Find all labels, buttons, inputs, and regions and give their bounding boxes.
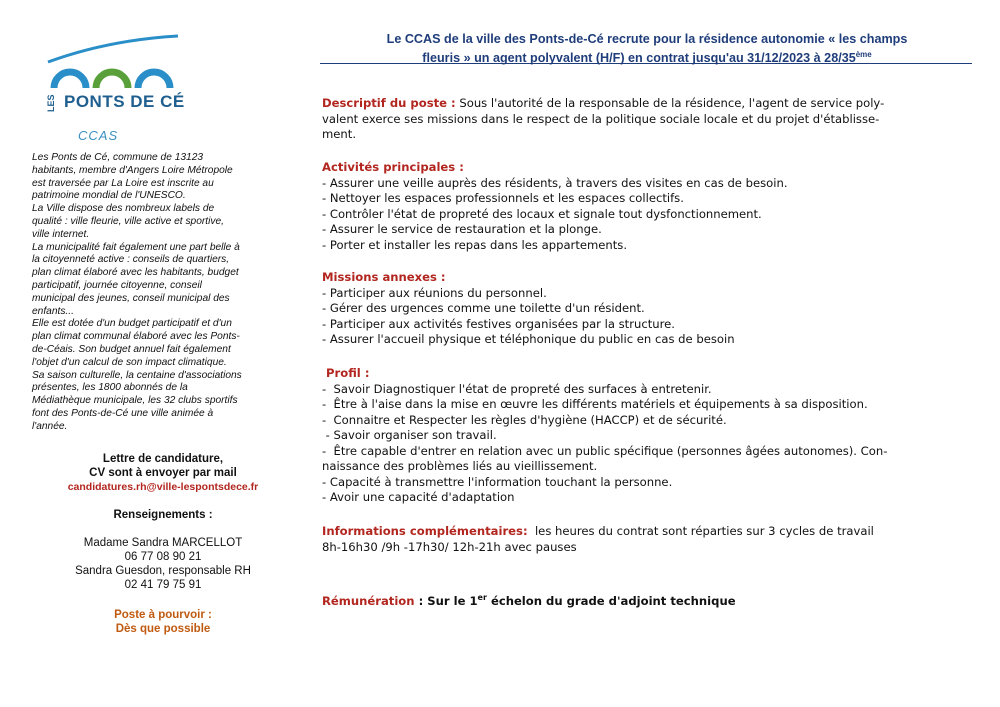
intro-text: Les Ponts de Cé, commune de 13123 habitants, membre d'Angers Loire Métropole est traversée par La Loire est inscrite au patrimoine mondial de l'UNESCO. La Ville dispose des nombreux labels de qualité : ville fleurie, ville active et sportive, ville internet. La municipalité fait également une part belle à la citoyenneté active : conseils de quartiers, plan climat élaboré avec les habitants, budget participatif, journée citoyenne, conseil municipal des jeunes, conseil municipal des enfants... Elle est dotée d'un budget participatif et d'un plan climat communal élaboré avec les Ponts- de-Céais. Son budget annuel fait également l'objet d'un calcul de son impact climatique. Sa saison culturelle, la centaine d'associations présentes, les 1800 abonnés de la Médiathèque municipale, les 32 clubs sportifs font des Ponts-de-Cé une ville animée à l'année.: [32, 152, 242, 432]
title-line2: fleuris » un agent polyvalent (H/F) en contrat jusqu'au 31/12/2023 à 28/35: [422, 51, 856, 66]
info-block: [32, 508, 294, 592]
title-divider: [320, 63, 972, 64]
contact2-name: Sandra Guesdon, responsable RH: [75, 565, 251, 577]
complementaires-text-2: 8h-16h30 /9h -17h30/ 12h-21h avec pauses: [322, 539, 577, 554]
logo-name-text: PONTS DE CÉ: [64, 92, 185, 111]
application-email[interactable]: candidatures.rh@ville-lespontsdece.fr: [67, 481, 259, 493]
application-line1: Lettre de candidature,: [102, 453, 224, 465]
list-item: - Avoir une capacité d'adaptation: [322, 490, 515, 504]
list-item: - Être à l'aise dans la mise en œuvre les différents matériels et équipements à sa disposition.: [322, 397, 868, 411]
list-item: - Assurer une veille auprès des résidents, à travers des visites en cas de besoin.: [322, 175, 788, 190]
activites-section: [322, 160, 972, 253]
logo-name: [46, 92, 185, 112]
logo-arc-2: [96, 72, 128, 88]
remuneration-heading: Rémunération: [322, 593, 415, 608]
contact2-phone: 02 41 79 75 91: [124, 579, 202, 591]
page-title: [322, 32, 972, 66]
list-item: - Assurer l'accueil physique et téléphonique du public en cas de besoin: [322, 332, 735, 346]
post-block: [32, 608, 294, 636]
title-line1: Le CCAS de la ville des Ponts-de-Cé recrute pour la résidence autonomie « les champs: [386, 32, 908, 46]
contact1-name: Madame Sandra MARCELLOT: [83, 537, 243, 549]
info-heading: Renseignements :: [113, 509, 213, 521]
descriptif-text-3: ment.: [322, 127, 357, 141]
remuneration-text-after: échelon du grade d'adjoint technique: [486, 593, 736, 608]
list-item: - Savoir organiser son travail.: [322, 428, 497, 442]
logo-prefix: LES: [46, 94, 56, 112]
list-item: - Porter et installer les repas dans les appartements.: [322, 237, 628, 252]
list-item: - Gérer des urgences comme une toilette d'un résident.: [322, 301, 645, 315]
logo-arc-1: [54, 72, 86, 88]
application-line2: CV sont à envoyer par mail: [89, 467, 237, 479]
missions-heading: Missions annexes :: [322, 270, 446, 284]
application-block: [32, 452, 294, 494]
complementaires-text-1: les heures du contrat sont réparties sur 3 cycles de travail: [527, 524, 874, 538]
post-line2: Dès que possible: [115, 623, 211, 635]
remuneration-section: [322, 590, 972, 609]
logo-arc-3: [138, 72, 170, 88]
list-item: - Assurer le service de restauration et la plonge.: [322, 222, 602, 236]
remuneration-text-before: : Sur le 1: [414, 593, 478, 608]
list-item: - Connaitre et Respecter les règles d'hygiène (HACCP) et de sécurité.: [322, 412, 727, 427]
title-sup: ème: [855, 50, 872, 59]
profil-section: [322, 366, 972, 506]
list-item: - Nettoyer les espaces professionnels et les espaces collectifs.: [322, 191, 684, 205]
descriptif-line1: [322, 96, 972, 112]
logo-swoosh: [48, 36, 178, 62]
logo-sub: CCAS: [78, 128, 119, 143]
complementaires-heading: Informations complémentaires:: [322, 524, 528, 538]
activites-heading: Activités principales :: [322, 160, 464, 174]
post-line1: Poste à pourvoir :: [114, 609, 212, 621]
descriptif-text-1: Sous l'autorité de la responsable de la résidence, l'agent de service poly-: [455, 96, 885, 110]
descriptif-section: [322, 96, 972, 143]
complementaires-section: [322, 524, 972, 555]
list-item: - Capacité à transmettre l'information touchant la personne.: [322, 474, 673, 489]
complementaires-line1: [322, 524, 972, 540]
list-item: - Savoir Diagnostiquer l'état de propreté des surfaces à entretenir.: [322, 381, 712, 396]
list-item: - Être capable d'entrer en relation avec un public spécifique (personnes âgées autonomes). Con-: [322, 443, 888, 458]
descriptif-text-2: valent exerce ses missions dans le respect de la politique sociale locale et du projet d'établisse-: [322, 111, 880, 126]
profil-heading: Profil :: [322, 366, 370, 380]
list-item: naissance des problèmes liés au vieillissement.: [322, 459, 598, 473]
missions-section: [322, 270, 972, 348]
list-item: - Contrôler l'état de propreté des locaux et signale tout dysfonctionnement.: [322, 206, 762, 221]
list-item: - Participer aux réunions du personnel.: [322, 285, 547, 300]
list-item: - Participer aux activités festives organisées par la structure.: [322, 316, 675, 331]
descriptif-heading: Descriptif du poste :: [322, 96, 456, 110]
remuneration-sup: er: [477, 593, 487, 602]
contact1-phone: 06 77 08 90 21: [124, 551, 202, 563]
